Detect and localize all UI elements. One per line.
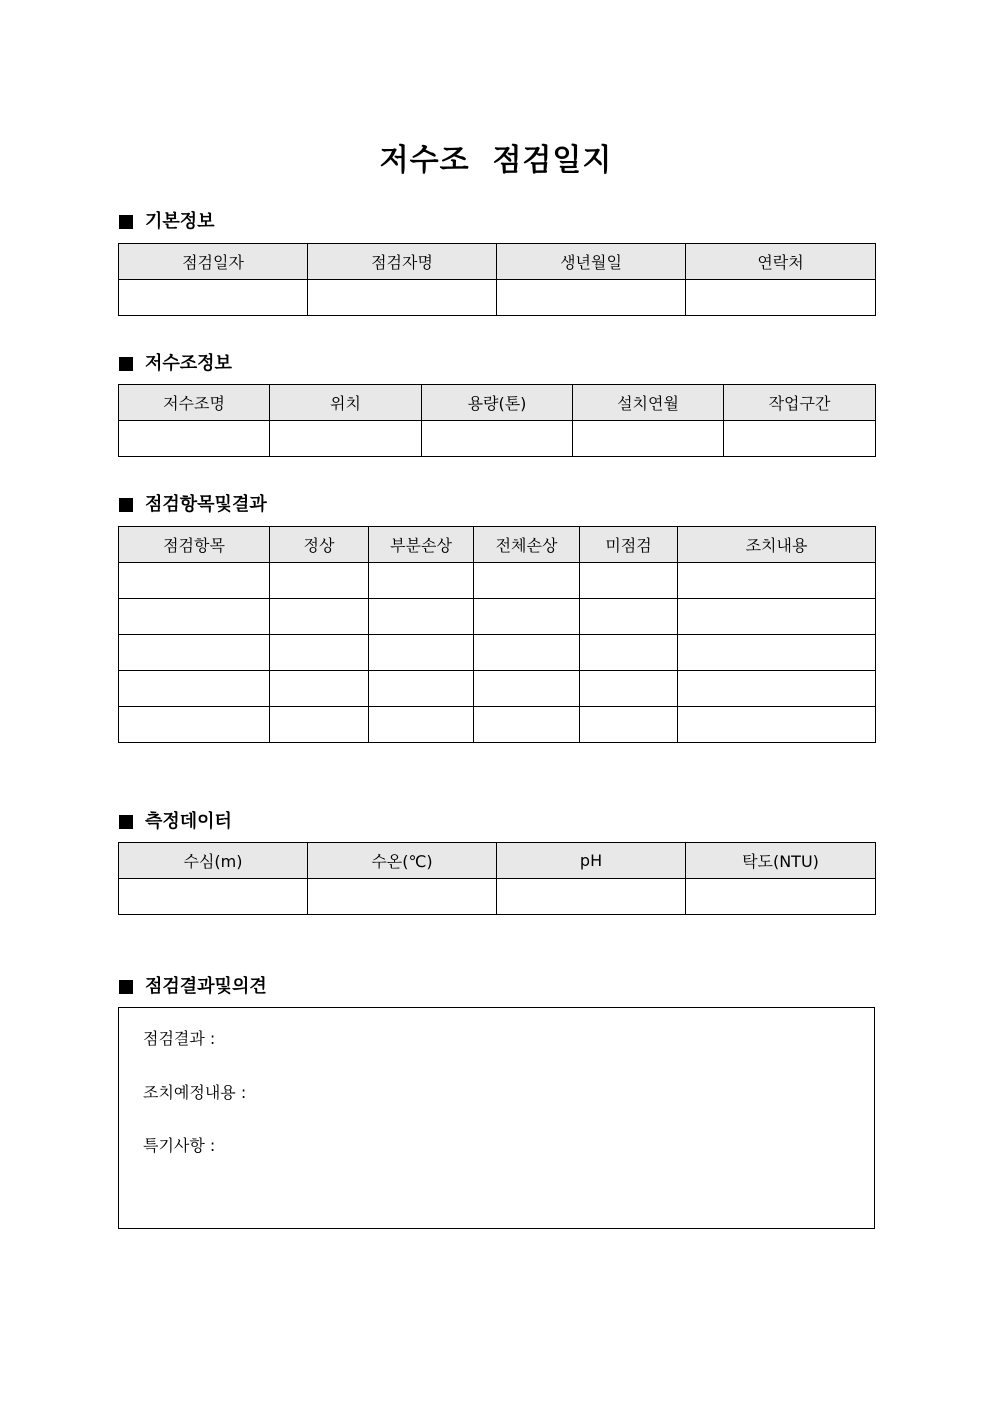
planned-action-label: 조치예정내용 :	[143, 1083, 247, 1102]
table-cell[interactable]	[678, 635, 876, 671]
table-cell[interactable]	[580, 563, 678, 599]
header-location: 위치	[270, 385, 422, 421]
tank-name-cell[interactable]	[119, 421, 270, 457]
table-cell[interactable]	[270, 635, 369, 671]
water-depth-cell[interactable]	[119, 879, 308, 915]
table-cell[interactable]	[119, 563, 270, 599]
contact-cell[interactable]	[686, 280, 876, 316]
section-heading-label: 기본정보	[145, 211, 215, 232]
table-cell[interactable]	[270, 563, 369, 599]
install-date-cell[interactable]	[573, 421, 724, 457]
table-cell[interactable]	[678, 599, 876, 635]
header-tank-name: 저수조명	[119, 385, 270, 421]
table-cell[interactable]	[270, 671, 369, 707]
table-cell[interactable]	[474, 671, 580, 707]
section-heading-basic-info	[119, 210, 215, 234]
table-cell[interactable]	[580, 599, 678, 635]
header-inspection-item: 점검항목	[119, 527, 270, 563]
table-cell[interactable]	[678, 671, 876, 707]
measurement-data-table	[118, 842, 876, 915]
header-total-damage: 전체손상	[474, 527, 580, 563]
table-cell[interactable]	[678, 563, 876, 599]
tank-info-table	[118, 384, 876, 457]
table-cell[interactable]	[119, 707, 270, 743]
header-install-date: 설치연월	[573, 385, 724, 421]
birth-date-cell[interactable]	[497, 280, 686, 316]
table-cell[interactable]	[474, 635, 580, 671]
table-cell[interactable]	[580, 671, 678, 707]
results-opinion-box[interactable]	[118, 1007, 875, 1229]
section-heading-label: 저수조정보	[145, 353, 232, 374]
table-row	[119, 879, 876, 915]
table-row	[119, 707, 876, 743]
table-row	[119, 671, 876, 707]
special-notes-label: 특기사항 :	[143, 1136, 216, 1155]
section-heading-tank-info	[119, 352, 232, 376]
table-cell[interactable]	[369, 671, 474, 707]
header-work-section: 작업구간	[724, 385, 876, 421]
table-header-row	[119, 244, 876, 280]
table-row	[119, 563, 876, 599]
section-heading-label: 측정데이터	[145, 811, 232, 832]
header-not-inspected: 미점검	[580, 527, 678, 563]
basic-info-table	[118, 243, 876, 316]
section-heading-measurement-data	[119, 810, 232, 834]
inspection-date-cell[interactable]	[119, 280, 308, 316]
square-bullet-icon	[119, 215, 133, 229]
header-birth-date: 생년월일	[497, 244, 686, 280]
header-action-taken: 조치내용	[678, 527, 876, 563]
inspector-name-cell[interactable]	[308, 280, 497, 316]
table-cell[interactable]	[678, 707, 876, 743]
table-cell[interactable]	[580, 707, 678, 743]
header-contact: 연락처	[686, 244, 876, 280]
square-bullet-icon	[119, 815, 133, 829]
square-bullet-icon	[119, 498, 133, 512]
table-cell[interactable]	[369, 599, 474, 635]
header-inspection-date: 점검일자	[119, 244, 308, 280]
table-cell[interactable]	[474, 707, 580, 743]
table-cell[interactable]	[580, 635, 678, 671]
ph-cell[interactable]	[497, 879, 686, 915]
section-heading-label: 점검항목및결과	[145, 494, 267, 515]
header-partial-damage: 부분손상	[369, 527, 474, 563]
square-bullet-icon	[119, 357, 133, 371]
header-ph: pH	[497, 843, 686, 879]
section-heading-inspection-items	[119, 493, 267, 517]
inspection-items-table	[118, 526, 876, 743]
location-cell[interactable]	[270, 421, 422, 457]
table-cell[interactable]	[369, 563, 474, 599]
header-capacity: 용량(톤)	[422, 385, 573, 421]
table-header-row	[119, 843, 876, 879]
header-inspector-name: 점검자명	[308, 244, 497, 280]
table-cell[interactable]	[369, 707, 474, 743]
square-bullet-icon	[119, 980, 133, 994]
table-cell[interactable]	[474, 599, 580, 635]
table-cell[interactable]	[119, 671, 270, 707]
header-water-depth: 수심(m)	[119, 843, 308, 879]
table-cell[interactable]	[119, 599, 270, 635]
table-header-row	[119, 385, 876, 421]
table-cell[interactable]	[369, 635, 474, 671]
header-normal: 정상	[270, 527, 369, 563]
header-turbidity: 탁도(NTU)	[686, 843, 876, 879]
table-cell[interactable]	[119, 635, 270, 671]
page-title: 저수조 점검일지	[379, 143, 613, 178]
work-section-cell[interactable]	[724, 421, 876, 457]
inspection-result-label: 점검결과 :	[143, 1029, 216, 1048]
table-cell[interactable]	[270, 707, 369, 743]
table-row	[119, 599, 876, 635]
table-row	[119, 635, 876, 671]
table-cell[interactable]	[270, 599, 369, 635]
capacity-cell[interactable]	[422, 421, 573, 457]
table-cell[interactable]	[474, 563, 580, 599]
water-temperature-cell[interactable]	[308, 879, 497, 915]
section-heading-label: 점검결과및의견	[145, 976, 267, 997]
turbidity-cell[interactable]	[686, 879, 876, 915]
table-row	[119, 280, 876, 316]
table-header-row	[119, 527, 876, 563]
table-row	[119, 421, 876, 457]
section-heading-results-opinion	[119, 975, 267, 999]
header-water-temperature: 수온(℃)	[308, 843, 497, 879]
